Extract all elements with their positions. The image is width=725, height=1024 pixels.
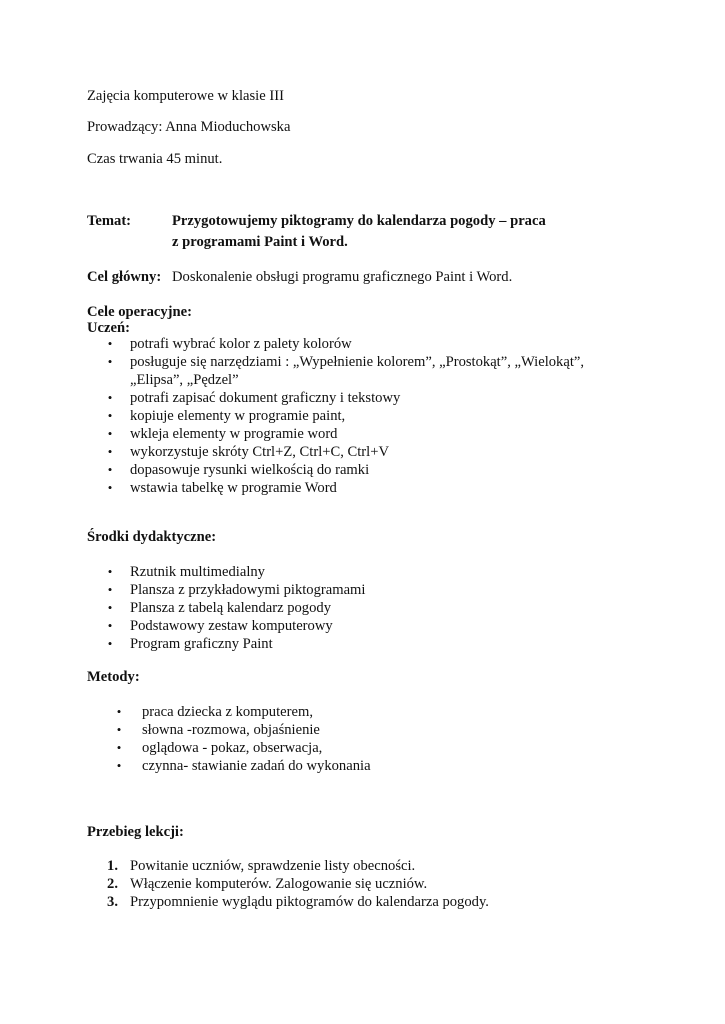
bullet-icon: •	[107, 336, 113, 351]
bullet-icon: •	[116, 740, 122, 755]
topic-text-line2: z programami Paint i Word.	[172, 234, 348, 250]
bullet-icon: •	[107, 426, 113, 441]
main-goal-label: Cel główny:	[87, 269, 162, 285]
bullet-icon: •	[116, 704, 122, 719]
methods-heading: Metody:	[87, 669, 140, 685]
bullet-icon: •	[107, 390, 113, 405]
lesson-course-heading: Przebieg lekcji:	[87, 824, 184, 840]
bullet-icon: •	[107, 618, 113, 633]
class-info: Zajęcia komputerowe w klasie III	[87, 88, 284, 104]
main-goal-text: Doskonalenie obsługi programu graficznego Paint i Word.	[172, 269, 513, 285]
duration-info: Czas trwania 45 minut.	[87, 151, 223, 167]
bullet-icon: •	[107, 462, 113, 477]
topic-label: Temat:	[87, 213, 132, 229]
bullet-icon: •	[107, 354, 113, 369]
bullet-icon: •	[107, 480, 113, 495]
teaching-aids-heading: Środki dydaktyczne:	[87, 529, 217, 545]
bullet-icon: •	[107, 582, 113, 597]
student-subheading: Uczeń:	[87, 320, 130, 336]
bullet-icon: •	[107, 600, 113, 615]
bullet-icon: •	[107, 444, 113, 459]
operational-goals-heading: Cele operacyjne:	[87, 304, 192, 320]
bullet-icon: •	[107, 408, 113, 423]
topic-text-line1: Przygotowujemy piktogramy do kalendarza pogody – praca	[172, 213, 546, 229]
bullet-icon: •	[107, 564, 113, 579]
bullet-icon: •	[116, 758, 122, 773]
bullet-icon: •	[107, 636, 113, 651]
teacher-info: Prowadzący: Anna Mioduchowska	[87, 119, 291, 135]
bullet-icon: •	[116, 722, 122, 737]
